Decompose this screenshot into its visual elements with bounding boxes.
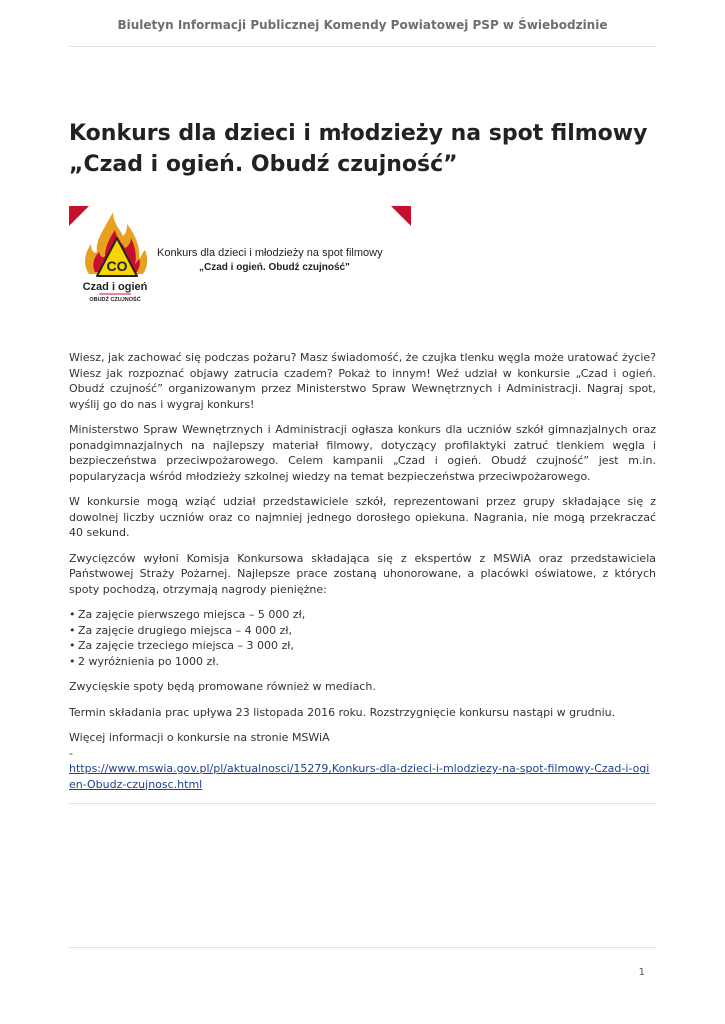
content-divider — [69, 803, 656, 804]
prize-item: • 2 wyróżnienia po 1000 zł. — [69, 654, 656, 670]
more-info-dash: - — [69, 746, 73, 760]
prize-list — [69, 607, 656, 669]
prize-item: • Za zajęcie trzeciego miejsca – 3 000 zł, — [69, 638, 656, 654]
logo-tagline: OBUDŹ CZUJNOŚĆ — [89, 297, 141, 303]
banner-corner-right — [391, 206, 411, 226]
intro-paragraph: Wiesz, jak zachować się podczas pożaru? Masz świadomość, że czujka tlenku węgla może uratować życie? Wiesz jak rozpoznać objawy zatrucia czadem? Pokaż to innym! Weź udział w konkursie „Czad i ogień. Obudź czujność” organizowanym przez Ministerstwo Spraw Wewnętrznych i Administracji. Nagraj spot, wyślij go do nas i wygraj konkurs! — [69, 351, 656, 411]
announcement-paragraph: Ministerstwo Spraw Wewnętrznych i Administracji ogłasza konkurs dla uczniów szkół gimnazjalnych oraz ponadgimnazjalnych na najlepszy materiał filmowy, dotyczący profilaktyki zatruć tlenkiem węgla i bezpieczeństwa przeciwpożarowego. Celem kampanii „Czad i ogień. Obudź czujność” jest m.in. popularyzacja wśród młodzieży szkolnej wiedzy na temat bezpieczeństwa przeciwpożarowego. — [69, 423, 656, 483]
article-title-line1: Konkurs dla dzieci i młodzieży na spot filmowy — [69, 121, 648, 146]
article-body — [69, 350, 656, 802]
campaign-banner — [69, 206, 411, 308]
header-divider — [69, 46, 656, 47]
site-header: Biuletyn Informacji Publicznej Komendy Powiatowej PSP w Świebodzinie — [117, 18, 608, 32]
banner-corner-left — [69, 206, 89, 226]
article-title — [69, 118, 669, 180]
participants-paragraph: W konkursie mogą wziąć udział przedstawiciele szkół, reprezentowani przez grupy składające się z dowolnej liczby uczniów oraz co najmniej jednego dorosłego opiekuna. Nagrania, nie mogą przekraczać 40 sekund. — [69, 495, 656, 539]
prize-item: • Za zajęcie pierwszego miejsca – 5 000 zł, — [69, 607, 656, 623]
article-title-line2: „Czad i ogień. Obudź czujność” — [69, 152, 458, 177]
prize-item: • Za zajęcie drugiego miejsca – 4 000 zł, — [69, 623, 656, 639]
mswia-link[interactable]: https://www.mswia.gov.pl/pl/aktualnosci/15279,Konkurs-dla-dzieci-i-mlodziezy-na-spot-filmowy-Czad-i-ogien-Obudz-czujnosc.html — [69, 762, 650, 791]
more-info-label: Więcej informacji o konkursie na stronie MSWiA — [69, 731, 330, 744]
banner-caption-line1: Konkurs dla dzieci i młodzieży na spot filmowy — [157, 247, 383, 259]
deadline-paragraph: Termin składania prac upływa 23 listopada 2016 roku. Rozstrzygnięcie konkursu nastąpi w grudniu. — [69, 705, 616, 719]
footer-divider — [69, 947, 656, 948]
more-info-paragraph — [69, 730, 656, 792]
logo-name: Czad i ogień — [82, 281, 148, 293]
promotion-paragraph: Zwycięskie spoty będą promowane również w mediach. — [69, 680, 376, 693]
page-number: 1 — [638, 967, 645, 978]
jury-paragraph: Zwycięzców wyłoni Komisja Konkursowa składająca się z ekspertów z MSWiA oraz przedstawiciela Państwowej Straży Pożarnej. Najlepsze prace zostaną uhonorowane, a placówki oświatowe, z których spoty pochodzą, otrzymają nagrody pieniężne: — [69, 551, 656, 596]
banner-caption-line2: „Czad i ogień. Obudź czujność" — [199, 262, 350, 273]
logo-badge-text: CO — [106, 258, 128, 274]
